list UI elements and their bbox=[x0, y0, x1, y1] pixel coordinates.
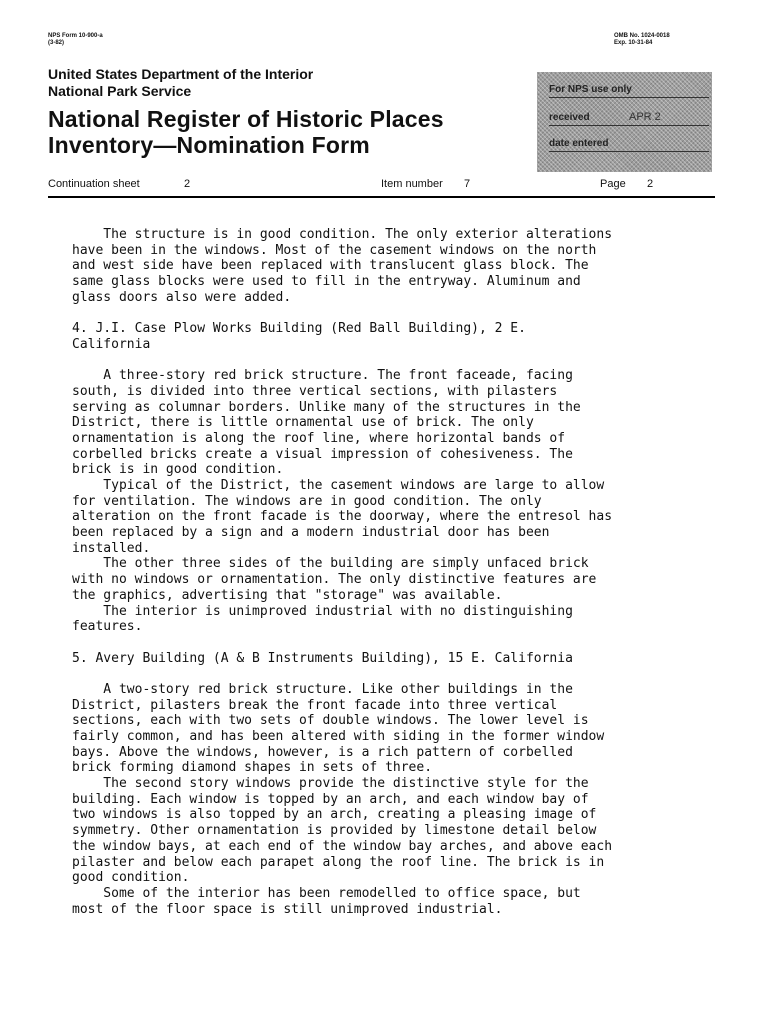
page-value: 2 bbox=[647, 178, 654, 190]
body-line: brick is in good condition. bbox=[72, 462, 284, 478]
continuation-sheet-label: Continuation sheet bbox=[48, 178, 140, 190]
page-label: Page bbox=[600, 178, 626, 190]
blank-line bbox=[72, 666, 712, 682]
body-line: A two-story red brick structure. Like other buildings in the bbox=[72, 681, 573, 697]
form-identifier bbox=[48, 33, 103, 47]
body-line: fairly common, and has been altered with siding in the former window bbox=[72, 729, 605, 744]
body-line: The other three sides of the building are simply unfaced brick bbox=[72, 556, 589, 572]
received-label: received bbox=[549, 112, 590, 123]
body-line: features. bbox=[72, 619, 143, 635]
body-line: the graphics, advertising that "storage" was available. bbox=[72, 587, 503, 603]
body-line: California bbox=[72, 336, 151, 352]
continuation-row bbox=[48, 178, 715, 194]
blank-line bbox=[72, 635, 712, 651]
form-title-line-2: Inventory—Nomination Form bbox=[48, 132, 370, 158]
nps-use-only-label: For NPS use only bbox=[549, 84, 632, 95]
stamp-divider bbox=[549, 97, 709, 98]
body-line: and west side have been replaced with translucent glass block. The bbox=[72, 258, 589, 274]
body-line: serving as columnar borders. Unlike many of the structures in the bbox=[72, 399, 581, 415]
body-line: bays. Above the windows, however, is a rich pattern of corbelled bbox=[72, 744, 573, 760]
body-line: corbelled bricks create a visual impression of cohesiveness. The bbox=[72, 446, 573, 462]
body-line: 4. J.I. Case Plow Works Building (Red Ball Building), 2 E. bbox=[72, 321, 526, 337]
body-line: District, pilasters break the front facade into three vertical bbox=[72, 697, 558, 713]
body-line: for ventilation. The windows are in good condition. The only bbox=[72, 493, 542, 509]
blank-line bbox=[72, 353, 712, 369]
body-line: with no windows or ornamentation. The only distinctive features are bbox=[72, 572, 597, 588]
body-line: Some of the interior has been remodelled to office space, but bbox=[72, 885, 581, 901]
stamp-divider bbox=[549, 125, 709, 126]
department-heading: United States Department of the Interior bbox=[48, 66, 314, 82]
item-number-label: Item number bbox=[381, 178, 443, 190]
body-line: alteration on the front facade is the doorway, where the entresol has bbox=[72, 509, 613, 525]
body-line: symmetry. Other ornamentation is provided by limestone detail below bbox=[72, 823, 597, 839]
omb-number: OMB No. 1024-0018 bbox=[614, 33, 670, 39]
omb-block bbox=[614, 33, 670, 47]
blank-line bbox=[72, 305, 712, 321]
body-line: good condition. bbox=[72, 870, 190, 886]
body-line: The structure is in good condition. The only exterior alterations bbox=[72, 227, 613, 242]
nps-use-only-box bbox=[537, 72, 712, 172]
stamp-divider bbox=[549, 151, 709, 152]
body-line: brick forming diamond shapes in sets of three. bbox=[72, 760, 433, 776]
body-line: two windows is also topped by an arch, creating a pleasing image of bbox=[72, 807, 597, 823]
body-line: District, there is little ornamental use of brick. The only bbox=[72, 415, 534, 431]
body-line: building. Each window is topped by an arch, and each window bay of bbox=[72, 791, 589, 807]
form-number: NPS Form 10-900-a bbox=[48, 33, 103, 39]
body-line: same glass blocks were used to fill in the entryway. Aluminum and bbox=[72, 274, 581, 290]
item-number-value: 7 bbox=[464, 178, 471, 190]
body-line: 5. Avery Building (A & B Instruments Building), 15 E. California bbox=[72, 650, 573, 666]
body-line: sections, each with two sets of double windows. The lower level is bbox=[72, 713, 589, 729]
body-line: been replaced by a sign and a modern industrial door has been bbox=[72, 525, 550, 541]
form-title-line-1: National Register of Historic Places bbox=[48, 106, 444, 132]
received-stamp-value: APR 2 bbox=[629, 111, 661, 123]
body-line: Typical of the District, the casement windows are large to allow bbox=[72, 478, 605, 493]
body-line: The interior is unimproved industrial with no distinguishing bbox=[72, 603, 573, 619]
body-line: glass doors also were added. bbox=[72, 289, 292, 305]
body-line: south, is divided into three vertical sections, with pilasters bbox=[72, 383, 558, 399]
continuation-sheet-value: 2 bbox=[184, 178, 191, 190]
body-line: installed. bbox=[72, 540, 151, 556]
body-line: A three-story red brick structure. The front faceade, facing bbox=[72, 368, 573, 384]
body-line: the window bays, at each end of the window bay arches, and above each bbox=[72, 838, 613, 854]
date-entered-label: date entered bbox=[549, 138, 609, 149]
form-revision: (3-82) bbox=[48, 40, 65, 46]
body-line: The second story windows provide the distinctive style for the bbox=[72, 776, 589, 792]
body-line: pilaster and below each parapet along the roof line. The brick is in bbox=[72, 854, 605, 870]
service-heading: National Park Service bbox=[48, 83, 192, 99]
body-line: ornamentation is along the roof line, where horizontal bands of bbox=[72, 430, 566, 446]
header-rule bbox=[48, 196, 715, 198]
body-line: have been in the windows. Most of the casement windows on the north bbox=[72, 242, 597, 258]
document-body bbox=[72, 227, 712, 917]
body-line: most of the floor space is still unimproved industrial. bbox=[72, 901, 503, 917]
omb-expiration: Exp. 10-31-84 bbox=[614, 40, 653, 46]
